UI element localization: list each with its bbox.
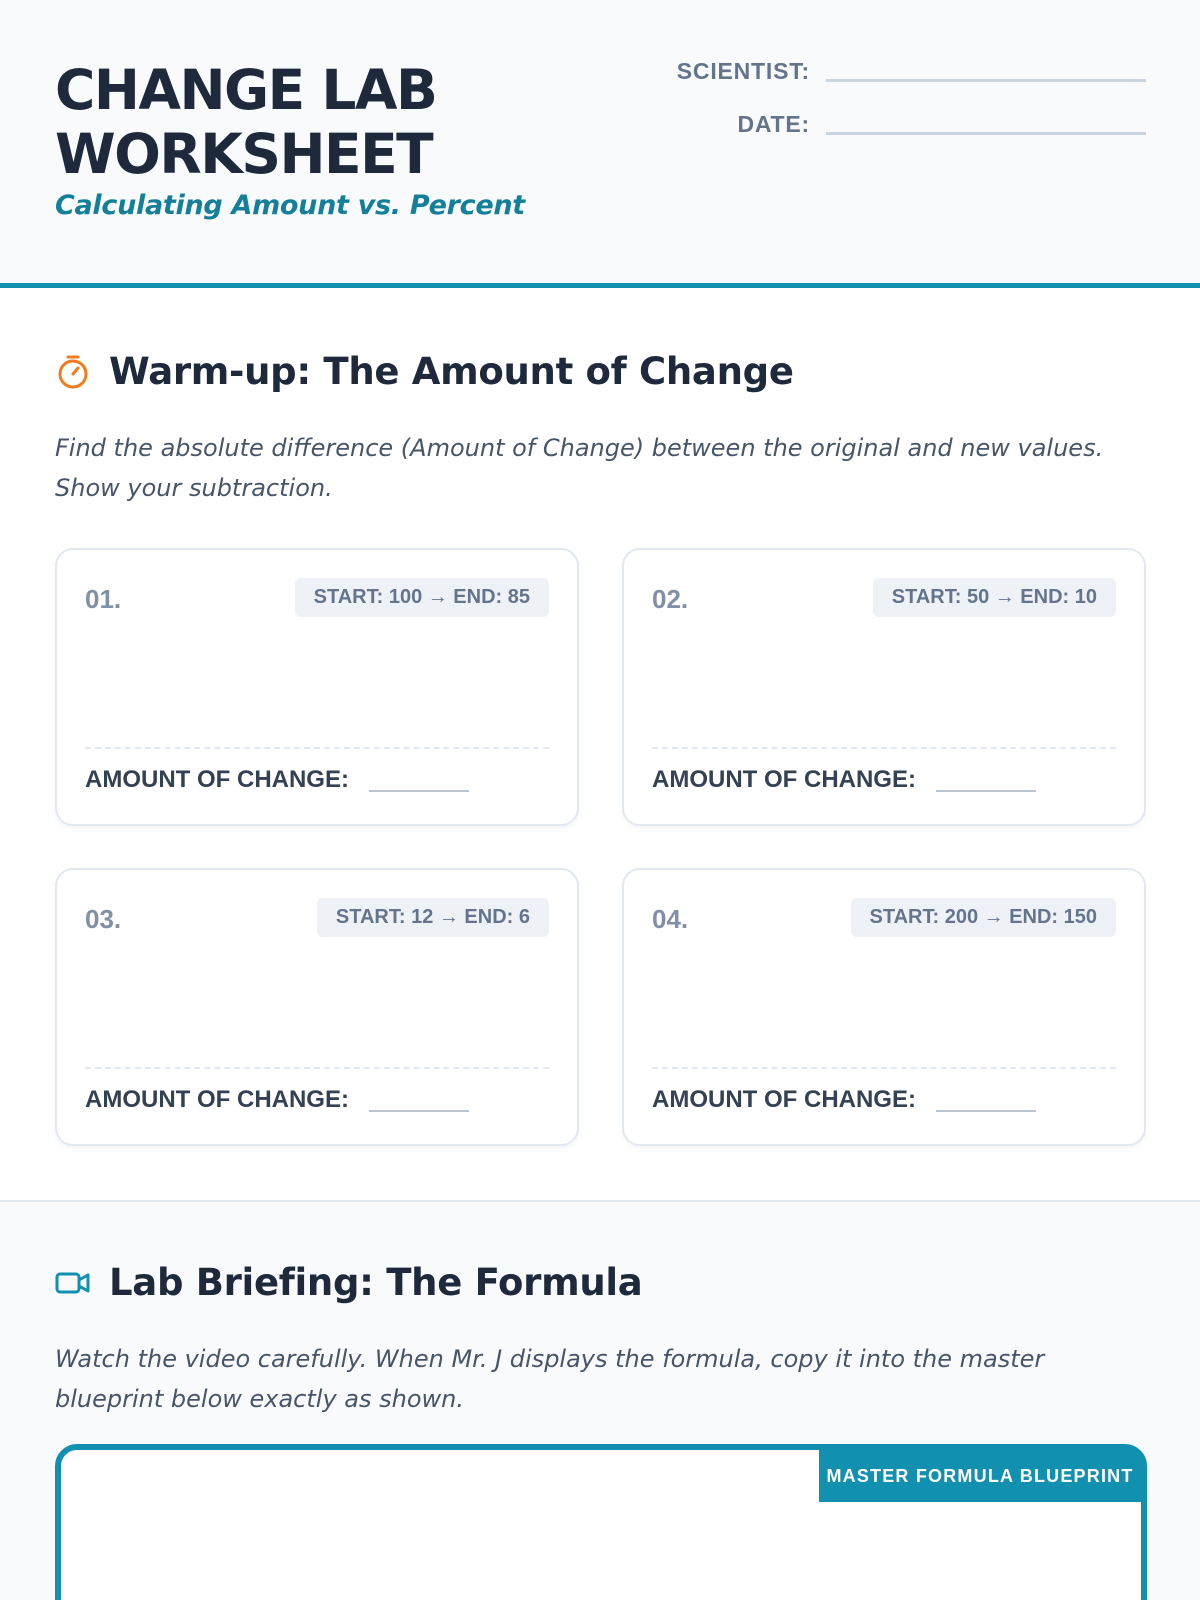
answer-blank[interactable] [936,790,1036,792]
answer-label: AMOUNT OF CHANGE: [85,1086,349,1113]
answer-label: AMOUNT OF CHANGE: [652,1086,916,1113]
work-area-divider [85,1067,549,1069]
worksheet-subtitle: Calculating Amount vs. Percent [55,190,525,221]
problem-values-badge: START: 12 → END: 6 [317,898,549,937]
briefing-title: Lab Briefing: The Formula [109,1261,643,1304]
answer-blank[interactable] [936,1110,1036,1112]
answer-blank[interactable] [369,1110,469,1112]
problem-number: 03. [85,904,122,934]
warmup-heading [55,350,794,393]
answer-blank[interactable] [369,790,469,792]
briefing-instructions: Watch the video carefully. When Mr. J displays the formula, copy it into the master blueprint below exactly as shown. [55,1345,1045,1413]
warmup-instructions: Find the absolute difference (Amount of Change) between the original and new values. Show your subtraction. [55,434,1104,502]
worksheet-title [55,58,615,186]
answer-row [85,1086,469,1114]
answer-label: AMOUNT OF CHANGE: [85,766,349,793]
problem-values-badge: START: 200 → END: 150 [851,898,1116,937]
briefing-heading [55,1261,642,1304]
problem-card [55,868,579,1146]
problem-card [622,548,1146,826]
stopwatch-icon [55,354,91,390]
scientist-field [677,58,1146,85]
work-area-divider [652,1067,1116,1069]
blueprint-tag: MASTER FORMULA BLUEPRINT [819,1450,1141,1502]
date-blank[interactable] [826,132,1146,135]
answer-row [652,766,1036,794]
problem-values-badge: START: 100 → END: 85 [295,578,549,617]
worksheet-header [0,0,1200,288]
problem-card [55,548,579,826]
answer-row [652,1086,1036,1114]
problem-values-badge: START: 50 → END: 10 [873,578,1116,617]
work-area-divider [652,747,1116,749]
scientist-label: SCIENTIST: [676,58,810,84]
date-label: DATE: [737,111,810,137]
title-line-1: CHANGE LAB [55,58,437,122]
date-field [737,111,1146,138]
work-area-divider [85,747,549,749]
warmup-title: Warm-up: The Amount of Change [109,350,794,393]
problem-number: 04. [652,904,689,934]
scientist-blank[interactable] [826,79,1146,82]
video-camera-icon [55,1265,91,1301]
answer-label: AMOUNT OF CHANGE: [652,766,916,793]
title-line-2: WORKSHEET [55,122,433,186]
problem-number: 02. [652,584,689,614]
problem-card [622,868,1146,1146]
formula-blueprint-box[interactable] [55,1444,1147,1600]
answer-row [85,766,469,794]
problem-number: 01. [85,584,122,614]
